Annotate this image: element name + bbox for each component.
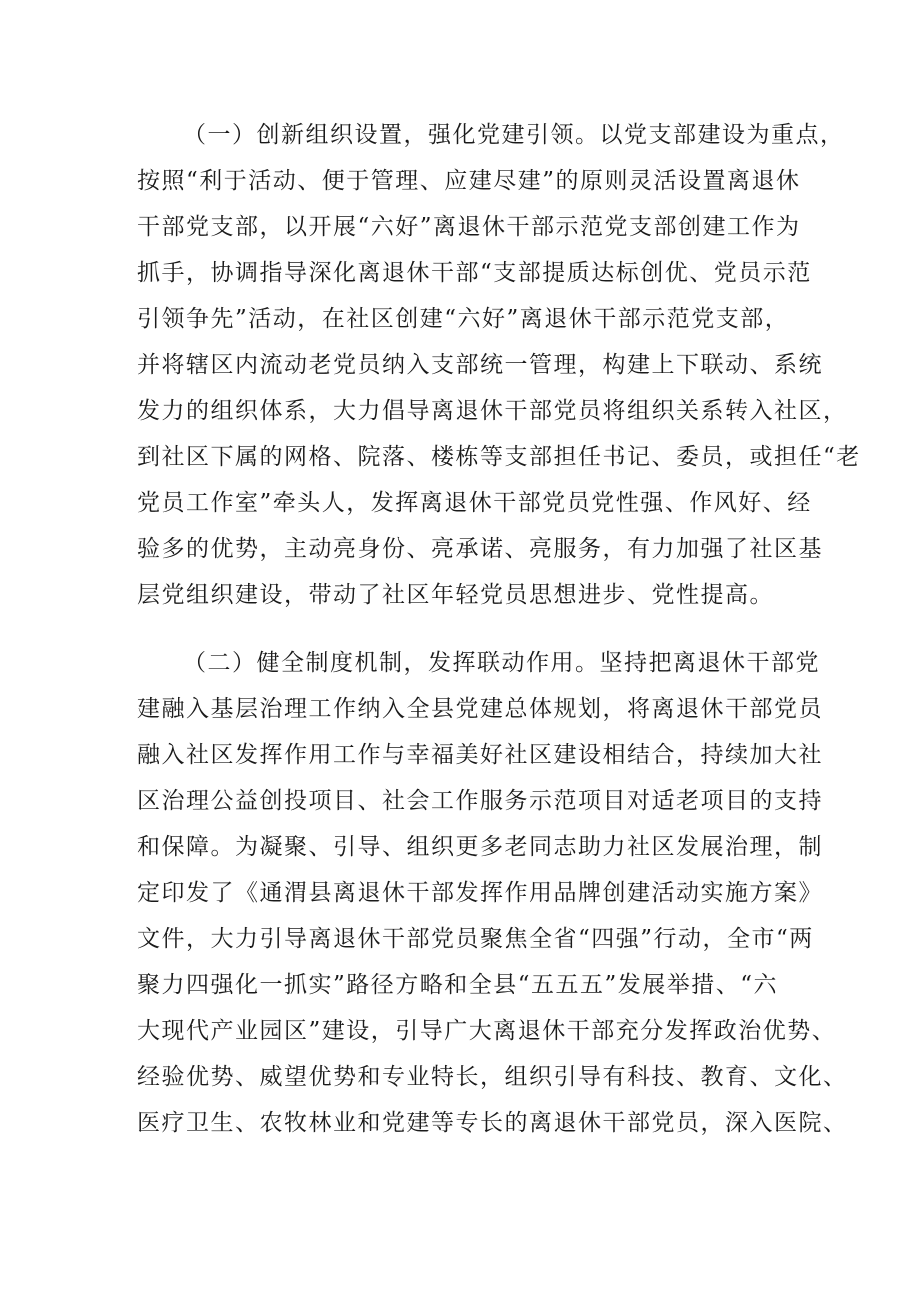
paragraph-line: 区治理公益创投项目、社会工作服务示范项目对适老项目的支持 bbox=[137, 788, 823, 814]
paragraph-line: 经验优势、威望优势和专业特长，组织引导有科技、教育、文化、 bbox=[137, 1064, 848, 1090]
paragraph-line: 党员工作室”牵头人，发挥离退休干部党员党性强、作风好、经 bbox=[137, 490, 812, 516]
paragraph-line: 和保障。为凝聚、引导、组织更多老同志助力社区发展治理，制 bbox=[137, 834, 823, 860]
paragraph-line: 文件，大力引导离退休干部党员聚焦全省“四强”行动，全市“两 bbox=[137, 926, 814, 952]
paragraph-line: 并将辖区内流动老党员纳入支部统一管理，构建上下联动、系统 bbox=[137, 352, 823, 378]
paragraph-line: 干部党支部，以开展“六好”离退休干部示范党支部创建工作为 bbox=[137, 214, 801, 240]
paragraph-line: 医疗卫生、农牧林业和党建等专长的离退休干部党员，深入医院、 bbox=[137, 1110, 848, 1136]
paragraph-line: （二）健全制度机制，发挥联动作用。坚持把离退休干部党 bbox=[183, 650, 820, 676]
paragraph-line: 定印发了《通渭县离退休干部发挥作用品牌创建活动实施方案》 bbox=[137, 880, 823, 906]
paragraph-line: 建融入基层治理工作纳入全县党建总体规划，将离退休干部党员 bbox=[137, 696, 823, 722]
paragraph-line: 聚力四强化一抓实”路径方略和全县“五五五”发展举措、“六 bbox=[137, 972, 779, 998]
paragraph-line: 验多的优势，主动亮身份、亮承诺、亮服务，有力加强了社区基 bbox=[137, 536, 823, 562]
paragraph-1 bbox=[137, 112, 861, 618]
paragraph-line: 融入社区发挥作用工作与幸福美好社区建设相结合，持续加大社 bbox=[137, 742, 823, 768]
paragraph-2 bbox=[137, 640, 848, 1146]
paragraph-line: 层党组织建设，带动了社区年轻党员思想进步、党性提高。 bbox=[137, 582, 774, 608]
paragraph-line: 大现代产业园区”建设，引导广大离退休干部充分发挥政治优势、 bbox=[137, 1018, 837, 1044]
paragraph-line: 抓手，协调指导深化离退休干部“支部提质达标创优、党员示范 bbox=[137, 260, 812, 286]
paragraph-line: 按照“利于活动、便于管理、应建尽建”的原则灵活设置离退休 bbox=[137, 168, 801, 194]
paragraph-line: （一）创新组织设置，强化党建引领。以党支部建设为重点， bbox=[183, 122, 845, 148]
paragraph-line: 引领争先”活动，在社区创建“六好”离退休干部示范党支部， bbox=[137, 306, 790, 332]
paragraph-line: 发力的组织体系，大力倡导离退休干部党员将组织关系转入社区， bbox=[137, 398, 848, 424]
paragraph-line: 到社区下属的网格、院落、楼栋等支部担任书记、委员，或担任“老 bbox=[137, 444, 861, 470]
